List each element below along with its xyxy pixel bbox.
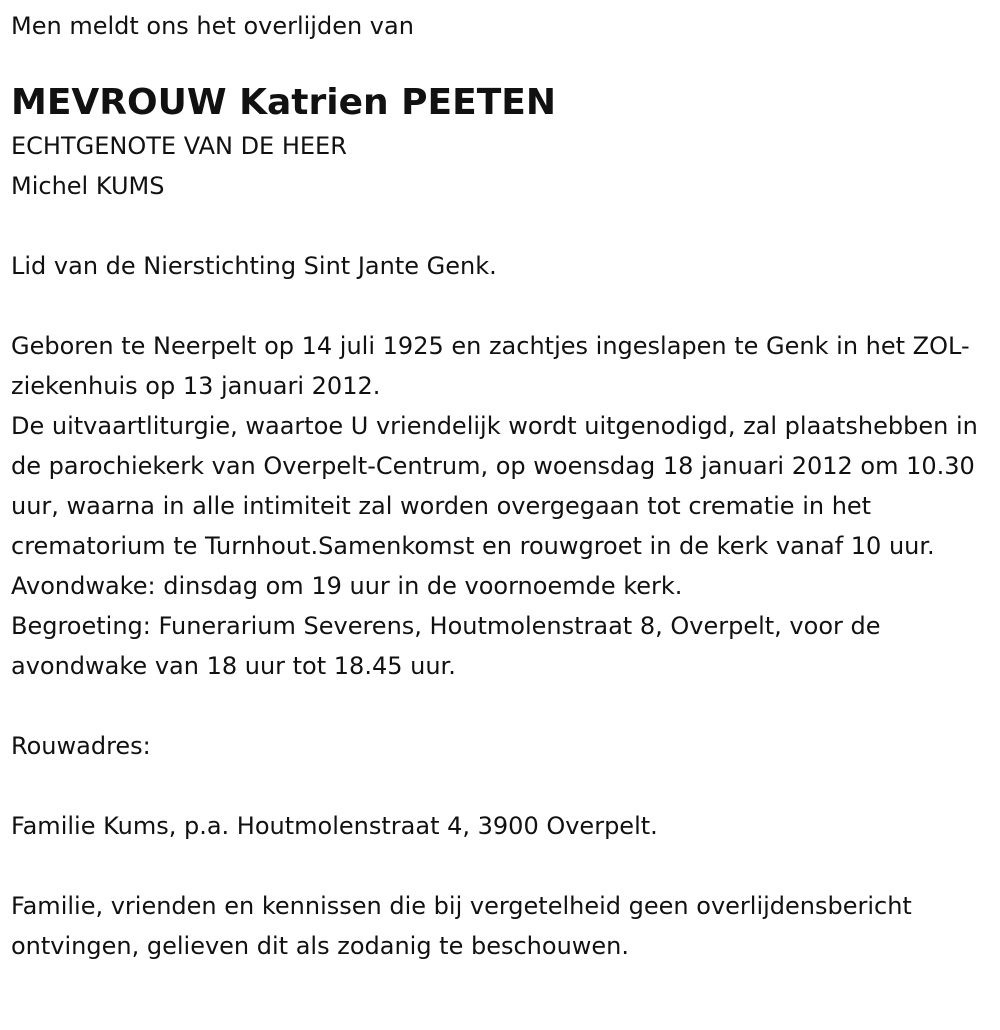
spouse-title: ECHTGENOTE VAN DE HEER <box>11 132 347 160</box>
details-block <box>11 326 995 686</box>
spacer <box>11 846 995 886</box>
obituary-notice <box>11 6 995 966</box>
spacer <box>11 686 995 726</box>
spacer <box>11 46 995 76</box>
spacer <box>11 286 995 326</box>
spacer <box>11 206 995 246</box>
address-text: Familie Kums, p.a. Houtmolenstraat 4, 3900 Overpelt. <box>11 812 658 840</box>
intro-text: Men meldt ons het overlijden van <box>11 12 414 40</box>
greeting-text: Begroeting: Funerarium Severens, Houtmolenstraat 8, Overpelt, voor de avondwake van 18 uur tot 18.45 uur. <box>11 612 881 680</box>
spacer <box>11 766 995 806</box>
wake-text: Avondwake: dinsdag om 19 uur in de voornoemde kerk. <box>11 572 683 600</box>
birth-death-text: Geboren te Neerpelt op 14 juli 1925 en zachtjes ingeslapen te Genk in het ZOL-ziekenhuis op 13 januari 2012. <box>11 332 970 400</box>
funeral-text: De uitvaartliturgie, waartoe U vriendelijk wordt uitgenodigd, zal plaatshebben in de parochiekerk van Overpelt-Centrum, op woensdag 18 januari 2012 om 10.30 uur, waarna in alle intimiteit zal worden overgegaan tot crematie in het crematorium te Turnhout.Samenkomst en rouwgroet in de kerk vanaf 10 uur. <box>11 412 978 560</box>
deceased-name: MEVROUW Katrien PEETEN <box>11 82 556 123</box>
address-label: Rouwadres: <box>11 732 151 760</box>
closing-text: Familie, vrienden en kennissen die bij vergetelheid geen overlijdensbericht ontvingen, gelieven dit als zodanig te beschouwen. <box>11 892 912 960</box>
membership-text: Lid van de Nierstichting Sint Jante Genk. <box>11 252 497 280</box>
spouse-name: Michel KUMS <box>11 172 165 200</box>
